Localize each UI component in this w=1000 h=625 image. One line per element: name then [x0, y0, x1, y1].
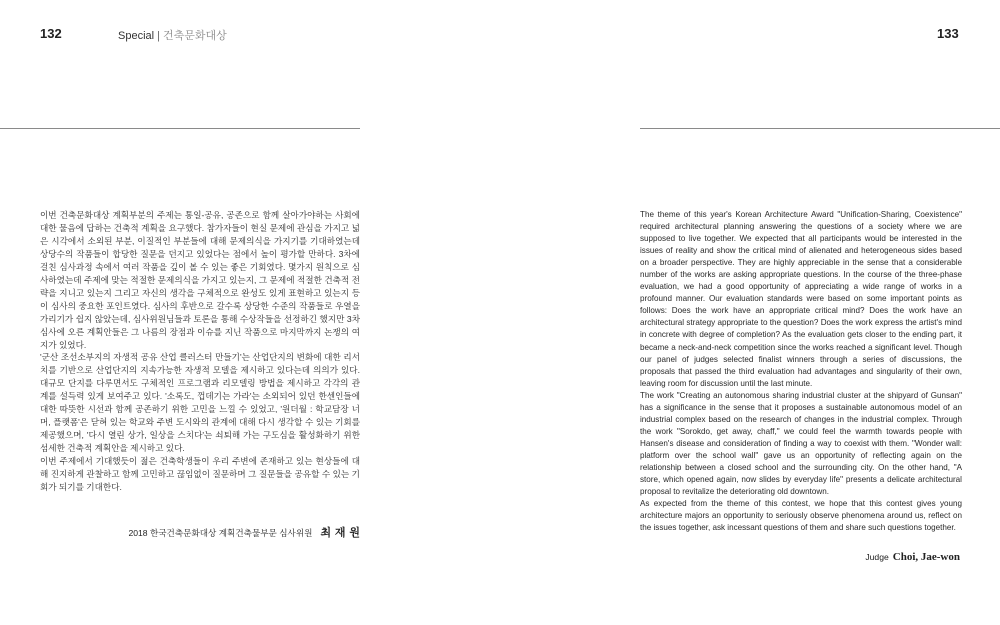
english-signature	[865, 551, 960, 563]
english-signature-name: Choi, Jae-won	[892, 551, 960, 563]
section-divider: |	[157, 30, 160, 42]
section-subtitle: 건축문화대상	[162, 30, 227, 42]
korean-signature-name: 최 재 원	[320, 526, 360, 539]
english-paragraph-3: As expected from the theme of this contest, we hope that this contest gives young architecture majors an opportunity to seriously observe phenomena around us, reflect on the issues together, ask incessant questions of them and share such questions together.	[640, 499, 962, 533]
header-rule-left	[0, 128, 360, 129]
korean-paragraph-3: 이번 주제에서 기대했듯이 젊은 건축학생들이 우리 주변에 존재하고 있는 현상들에 대해 진지하게 관찰하고 함께 고민하고 끊임없이 질문하며 그 질문들을 공유할 수 있는 기회가 되기를 기대한다.	[40, 456, 360, 493]
section-title: Special	[118, 30, 155, 42]
header-rule-right	[640, 128, 1000, 129]
korean-paragraph-1: 이번 건축문화대상 계획부분의 주제는 통일-공유, 공존으로 함께 살아가야하는 사회에 대한 물음에 답하는 건축적 계획을 요구했다. 참가자들이 현실 문제에 관심을 가지고 넓은 시각에서 소외된 부분, 이질적인 부분들에 대해 문제의식을 가지기를 기대하였는데 상당수의 작품들이 합당한 질문을 던지고 있었다는 점에서 높이 평가할 만하다. 3차에 걸친 심사과정 속에서 여러 작품을 깊이 볼 수 있는 좋은 기회였다. 몇가지 원칙으로 심사하였는데 주제에 맞는 적절한 문제의식을 가지고 있는지, 그 문제에 적절한 건축적 전략을 지니고 있는지 그리고 자신의 생각을 구체적으로 완성도 있게 표현하고 있는지 등이 심사의 중요한 포인트였다. 심사의 후반으로 갈수록 상당한 수준의 작품들로 우열을 가리기가 쉽지 않았는데, 심사위원님들과 토론을 통해 수상작들을 선정하긴 했지만 3차심사에 오른 계획안들은 그 나름의 장점과 이슈를 지닌 작품으로 마지막까지 논쟁의 여지가 있었다.	[40, 210, 360, 350]
korean-text-column	[40, 209, 360, 494]
english-paragraph-1: The theme of this year's Korean Architecture Award "Unification-Sharing, Coexistence" required architectural planning answering the questions of a society where we are supposed to live together. We expected that all participants would be interested in the issues of reality and show the critical mind of alienated and heterogeneous sides based on a broader perspective. They are highly appreciable in the sense that a considerable number of the works are asking appropriate questions. In the course of the three-phase evaluation, we had a good opportunity of appreciating a wide range of works in a profound manner. Our evaluation standards were based on some important points as follows: Does the work have an appropriate critical mind? Does the work have an architectural strategy appropriate to the question? Does the work express the artist's mind in concrete with degree of completion? As the evaluation gets closer to the ending part, it became a neck-and-neck competition since the works reached a significant level. Though our panel of judges selected finalist winners through a series of discussions, the proposals that passed the third evaluation had advantages and singularity of their own, leaving room for discussion until the last minute.	[640, 210, 962, 388]
korean-signature-role: 2018 한국건축문화대상 계획건축물부문 심사위원	[128, 528, 313, 538]
page-number-left: 132	[40, 26, 62, 41]
english-text-column	[640, 209, 962, 534]
english-paragraph-2: The work "Creating an autonomous sharing industrial cluster at the shipyard of Gunsan" has a significance in the sense that it proposes a sustainable autonomous model of an industrial complex based on the research of changes in the industrial complex. Through the work "Sorokdo, get away, chaff," we could feel the warmth towards people with Hansen's disease and consideration of finding a way to coexist with them. "Wonder wall: platform over the school wall" gave us an opportunity of reflecting again on the relationship between a closed school and the surrounding city. On the other hand, "A store, which opened again, now slides by everyday life" presents a delicate architectural proposal to revitalize the deteriorating old downtown.	[640, 390, 962, 497]
korean-paragraph-2: '군산 조선소부지의 자생적 공유 산업 클러스터 만들기'는 산업단지의 변화에 대한 리서치를 기반으로 산업단지의 지속가능한 자생적 모델을 제시하고 있다는데 의의가 있다. 대규모 단지를 다루면서도 구체적인 프로그램과 리모델링 방법을 제시하고 각각의 관계를 설득력 있게 보여주고 있다. '소록도, 껍데기는 가라'는 소외되어 있던 한센인들에 대한 따뜻한 시선과 함께 공존하기 위한 고민을 느낄 수 있었고, '원더월 : 학교담장 너머, 플랫폼'은 닫혀 있는 학교와 주변 도시와의 관계에 대해 다시 생각할 수 있는 기회를 제공했으며, '다시 열린 상가, 일상을 스치다'는 쇠퇴해 가는 구도심을 활성화하기 위한 섬세한 건축적 계획안을 제시하고 있다.	[40, 352, 360, 454]
section-label	[118, 27, 227, 43]
page-number-right: 133	[937, 26, 959, 41]
korean-signature	[128, 524, 360, 540]
english-signature-role: Judge	[865, 552, 889, 562]
